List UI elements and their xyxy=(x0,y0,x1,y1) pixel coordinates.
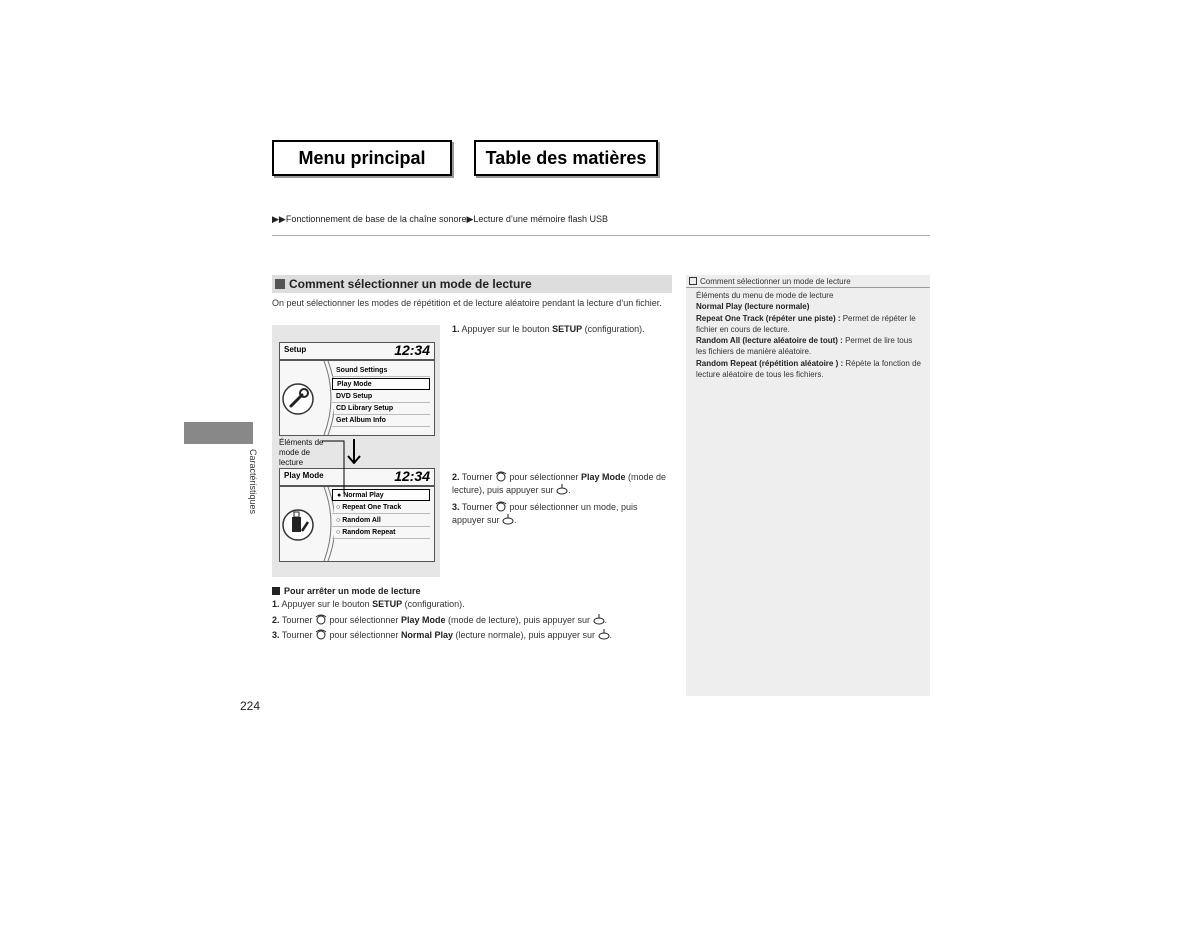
menu-item-get-album-info[interactable]: Get Album Info xyxy=(332,415,430,427)
sidebar-intro: Éléments du menu de mode de lecture xyxy=(696,291,834,300)
play-mode-screen-title: Play Mode xyxy=(284,471,324,480)
step-number: 1. xyxy=(272,599,280,609)
chapter-label: Caractéristiques xyxy=(248,449,258,515)
press-knob-icon xyxy=(502,514,514,525)
step-3: 3. Tourner pour sélectionner un mode, puis appuyer sur . xyxy=(452,502,638,525)
step-text: pour sélectionner xyxy=(326,630,401,640)
radio-icon: ○ xyxy=(336,529,343,536)
play-mode-screen-clock: 12:34 xyxy=(394,468,430,484)
step-text: pour sélectionner xyxy=(326,615,401,625)
stop-square-icon xyxy=(272,587,280,595)
menu-item-label: Random Repeat xyxy=(342,529,396,536)
step-number: 3. xyxy=(452,502,460,512)
sidebar-heading xyxy=(686,275,930,288)
main-menu-button[interactable]: Menu principal xyxy=(272,140,452,176)
menu-item-sound-settings[interactable]: Sound Settings xyxy=(332,365,430,377)
radio-icon: ○ xyxy=(336,504,343,511)
sidebar-item-title: Random All (lecture aléatoire de tout) : xyxy=(696,336,843,346)
header-divider xyxy=(272,235,930,236)
step-number: 1. xyxy=(452,324,460,334)
play-mode-keyword: Play Mode xyxy=(580,472,626,482)
breadcrumb xyxy=(272,214,608,225)
menu-item-repeat-one-track[interactable] xyxy=(332,502,430,514)
step-text: Tourner xyxy=(281,615,315,625)
setup-screen-clock: 12:34 xyxy=(394,342,430,358)
stop-heading xyxy=(272,586,421,596)
section-intro: On peut sélectionner les modes de répétition et de lecture aléatoire pendant la lecture d’un fichier. xyxy=(272,298,662,308)
step-text: Tourner xyxy=(461,502,495,512)
step-text: pour sélectionner un mode, puis appuyer sur xyxy=(452,502,638,525)
rotate-knob-icon xyxy=(495,471,507,482)
rotate-knob-icon xyxy=(495,501,507,512)
play-mode-keyword: Play Mode xyxy=(400,615,446,625)
step-1 xyxy=(452,323,672,336)
breadcrumb-level2[interactable]: Lecture d’une mémoire flash USB xyxy=(473,214,608,224)
caption-pointer xyxy=(320,440,350,496)
usb-icon xyxy=(280,487,334,561)
menu-item-dvd-setup[interactable]: DVD Setup xyxy=(332,391,430,403)
table-of-contents-button[interactable]: Table des matières xyxy=(474,140,658,176)
stop-title: Pour arrêter un mode de lecture xyxy=(284,586,421,596)
step-text: (mode de lecture), puis appuyer sur xyxy=(452,472,666,495)
setup-keyword: SETUP xyxy=(372,599,403,609)
step-text: (mode de lecture), puis appuyer sur xyxy=(445,615,593,625)
normal-play-keyword: Normal Play xyxy=(400,630,453,640)
menu-item-cd-library-setup[interactable]: CD Library Setup xyxy=(332,403,430,415)
setup-wrench-icon xyxy=(280,361,334,435)
step-text: Tourner xyxy=(461,472,495,482)
menu-item-label: Normal Play xyxy=(343,491,384,499)
menu-item-play-mode[interactable]: Play Mode xyxy=(332,378,430,390)
step-text: Appuyer sur le bouton xyxy=(281,599,373,609)
stop-step-3: 3. Tourner pour sélectionner Normal Play (lecture normale), puis appuyer sur . xyxy=(272,630,613,640)
step-number: 3. xyxy=(272,630,280,640)
step-number: 2. xyxy=(272,615,280,625)
sidebar-item-normal-play: Normal Play (lecture normale) xyxy=(696,302,810,312)
step-text: (configuration). xyxy=(402,599,465,609)
step-text: Appuyer sur le bouton xyxy=(461,324,553,334)
step-number: 2. xyxy=(452,472,460,482)
press-knob-icon xyxy=(593,614,605,625)
menu-item-random-all[interactable] xyxy=(332,515,430,527)
rotate-knob-icon xyxy=(315,614,327,625)
sidebar-item-text: Répète la fonction de lecture aléatoire de tous les fichiers. xyxy=(696,358,921,380)
stop-step-1 xyxy=(272,598,672,611)
press-knob-icon xyxy=(556,484,568,495)
step-text: (lecture normale), puis appuyer sur xyxy=(452,630,598,640)
breadcrumb-arrow-icon: ▶ xyxy=(466,214,474,224)
figure-caption: Éléments de mode de lecture xyxy=(279,438,324,467)
section-heading xyxy=(272,275,672,293)
step-text: pour sélectionner xyxy=(506,472,581,482)
section-title: Comment sélectionner un mode de lecture xyxy=(289,277,532,291)
sidebar-note xyxy=(686,275,930,696)
radio-icon: ○ xyxy=(336,517,343,524)
breadcrumb-arrow-icon: ▶▶ xyxy=(272,214,286,224)
radio-selected-icon: ● xyxy=(337,491,344,499)
sidebar-body xyxy=(696,290,924,380)
rotate-knob-icon xyxy=(315,629,327,640)
sidebar-item-repeat-one-track xyxy=(696,313,924,336)
stop-step-2: 2. Tourner pour sélectionner Play Mode (mode de lecture), puis appuyer sur . xyxy=(272,615,608,625)
step-text: Tourner xyxy=(281,630,315,640)
sidebar-item-title: Random Repeat (répétition aléatoire ) : xyxy=(696,358,844,368)
sidebar-item-text: Permet de lire tous les fichiers de manière aléatoire. xyxy=(696,336,913,357)
chapter-tab[interactable] xyxy=(184,422,253,444)
press-knob-icon xyxy=(598,629,610,640)
sidebar-item-random-all xyxy=(696,335,924,358)
note-icon xyxy=(689,277,697,285)
sidebar-item-text: Permet de répéter le fichier en cours de lecture. xyxy=(696,313,916,334)
setup-keyword: SETUP xyxy=(552,324,583,334)
section-square-icon xyxy=(275,279,285,289)
menu-item-random-repeat[interactable] xyxy=(332,527,430,539)
step-2: 2. Tourner pour sélectionner Play Mode (mode de lecture), puis appuyer sur . xyxy=(452,472,666,495)
menu-item-label: Random All xyxy=(342,517,381,524)
setup-screen xyxy=(279,342,435,436)
sidebar-item-random-repeat xyxy=(696,358,924,381)
sidebar-title: Comment sélectionner un mode de lecture xyxy=(700,276,851,286)
sidebar-item-title: Repeat One Track (répéter une piste) : xyxy=(696,313,841,323)
breadcrumb-level1[interactable]: Fonctionnement de base de la chaîne sonore xyxy=(285,214,467,224)
page-number: 224 xyxy=(240,699,261,713)
menu-item-label: Repeat One Track xyxy=(342,504,402,511)
step-text: (configuration). xyxy=(582,324,645,334)
play-mode-screen xyxy=(279,468,435,562)
setup-screen-title: Setup xyxy=(284,345,307,354)
